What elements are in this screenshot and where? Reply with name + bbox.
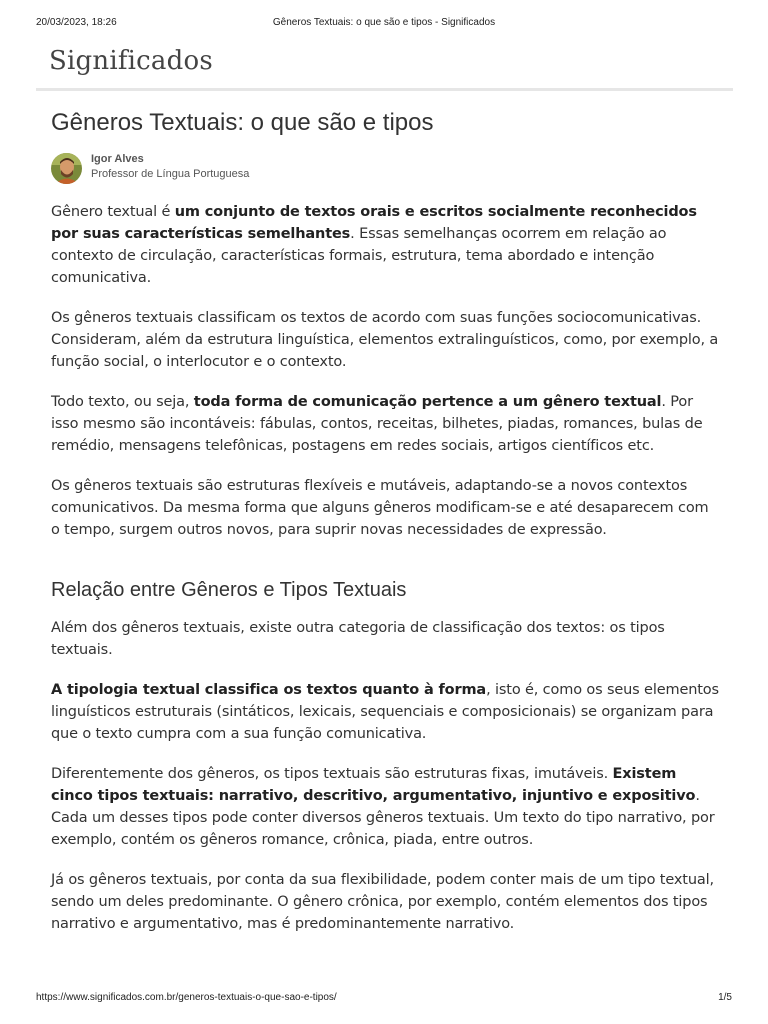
paragraph-text: Todo texto, ou seja, — [51, 394, 194, 410]
paragraph: Além dos gêneros textuais, existe outra categoria de classificação dos textos: os tipos textuais. — [51, 620, 665, 658]
print-header — [36, 17, 732, 31]
paragraph-text: . Por isso mesmo são incontáveis: fábulas, contos, receitas, bilhetes, piadas, romances, bulas de remédio, mensagens telefônicas, postagens em redes sociais, artigos científicos etc. — [51, 394, 703, 454]
site-logo[interactable]: Significados — [49, 46, 213, 76]
paragraph — [51, 763, 721, 851]
header-divider — [36, 88, 733, 91]
paragraph-text: , isto é, como os seus elementos linguísticos estruturais (sintáticos, lexicais, sequenciais e composicionais) se organizam para que o texto cumpra com a sua função comunicativa. — [51, 682, 719, 742]
paragraph-bold-text: um conjunto de textos orais e escritos socialmente reconhecidos por suas características semelhantes — [51, 204, 697, 242]
print-footer — [36, 992, 732, 1006]
paragraph-text: . Cada um desses tipos pode conter diversos gêneros textuais. Um texto do tipo narrativo, por exemplo, contém os gêneros romance, crônica, piada, entre outros. — [51, 788, 715, 848]
page-number: 1/5 — [718, 992, 732, 1003]
paragraph — [51, 679, 721, 745]
paragraph-bold-text: toda forma de comunicação pertence a um gênero textual — [193, 394, 662, 410]
paragraph: Já os gêneros textuais, por conta da sua flexibilidade, podem conter mais de um tipo textual, sendo um deles predominante. O gênero crônica, por exemplo, contém elementos dos tipos narrativo e argumentativo, mas é predominantemente narrativo. — [51, 872, 714, 932]
paragraph-bold-text: A tipologia textual classifica os textos quanto à forma — [51, 682, 487, 698]
print-document-title: Gêneros Textuais: o que são e tipos - Significados — [272, 17, 496, 28]
paragraph-text: Diferentemente dos gêneros, os tipos textuais são estruturas fixas, imutáveis. — [51, 766, 613, 782]
page-title: Gêneros Textuais: o que são e tipos — [51, 109, 434, 136]
print-datetime: 20/03/2023, 18:26 — [36, 17, 117, 28]
paragraph — [51, 201, 721, 289]
paragraph — [51, 391, 721, 457]
paragraph-text: . Essas semelhanças ocorrem em relação ao contexto de circulação, características formais, estrutura, tema abordado e intenção comunicativa. — [51, 226, 667, 286]
section-heading: Relação entre Gêneros e Tipos Textuais — [51, 579, 407, 601]
author-name[interactable]: Igor Alves — [91, 153, 144, 165]
paragraph-text: Gênero textual é — [51, 204, 175, 220]
author-role: Professor de Língua Portuguesa — [91, 168, 250, 180]
avatar[interactable] — [51, 153, 82, 184]
paragraph: Os gêneros textuais classificam os textos de acordo com suas funções sociocomunicativas. Consideram, além da estrutura linguística, elementos extralinguísticos, como, por exemplo, a função social, o interlocutor e o contexto. — [51, 310, 719, 370]
paragraph-bold-text: Existem cinco tipos textuais: narrativo, descritivo, argumentativo, injuntivo e expositivo — [51, 766, 696, 804]
author-photo-icon — [51, 153, 82, 184]
paragraph: Os gêneros textuais são estruturas flexíveis e mutáveis, adaptando-se a novos contextos comunicativos. Da mesma forma que alguns gêneros modificam-se e até desaparecem com o tempo, surgem outros novos, para suprir novas necessidades de expressão. — [51, 478, 709, 538]
author-block — [51, 153, 721, 187]
print-url[interactable]: https://www.significados.com.br/generos-textuais-o-que-sao-e-tipos/ — [36, 992, 337, 1003]
article — [51, 108, 721, 935]
